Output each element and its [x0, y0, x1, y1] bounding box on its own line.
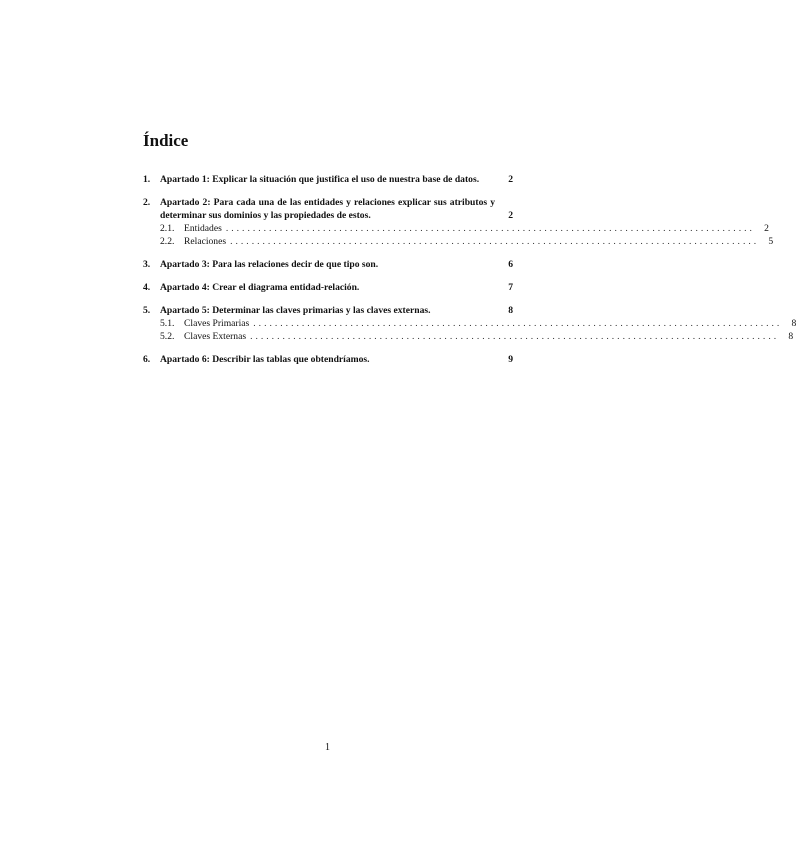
- toc-section-number: 5.: [143, 305, 151, 316]
- toc-title: Índice: [143, 131, 189, 150]
- toc-section-title: Apartado 5: Determinar las claves primarias y las claves externas.: [160, 305, 431, 316]
- leader-dots: ..................................................................................................: [253, 318, 783, 329]
- toc-subsection-row[interactable]: [143, 222, 769, 235]
- toc-subsection-title: Claves Primarias: [184, 318, 250, 329]
- toc-section-number: 2.: [143, 197, 151, 208]
- toc-section-title: Apartado 6: Describir las tablas que obtendríamos.: [160, 354, 370, 365]
- toc-section-page: 2: [508, 210, 513, 221]
- toc-section: [143, 304, 796, 343]
- toc-subsection-row[interactable]: [143, 317, 796, 330]
- toc-section-title: Apartado 4: Crear el diagrama entidad-relación.: [160, 282, 360, 293]
- toc-section-title: Apartado 1: Explicar la situación que justifica el uso de nuestra base de datos.: [160, 174, 480, 185]
- toc-section-page: 6: [508, 259, 513, 270]
- toc-section: [143, 196, 774, 248]
- toc-section-title: Apartado 3: Para las relaciones decir de que tipo son.: [160, 259, 379, 270]
- toc-section: [143, 173, 513, 186]
- leader-dots: ..................................................................................................: [225, 223, 755, 234]
- toc-section-page: 7: [508, 282, 513, 293]
- toc-subsection-page: 2: [764, 223, 769, 234]
- toc-section-number: 1.: [143, 174, 151, 185]
- toc-subsection-title: Entidades: [184, 223, 222, 234]
- toc-section-row[interactable]: [143, 304, 513, 317]
- toc-subsection-title: Relaciones: [184, 236, 227, 247]
- toc-section-title: Apartado 2: Para cada una de las entidades y relaciones explicar sus atributos y determinar sus dominios y las propiedades de estos.: [160, 197, 495, 221]
- toc-section-row[interactable]: [143, 173, 513, 186]
- toc-subsection-number: 5.1.: [160, 318, 175, 329]
- toc-subsection-number: 5.2.: [160, 331, 175, 342]
- toc-section: [143, 353, 513, 366]
- toc-subsection-page: 8: [791, 318, 796, 329]
- toc-section-number: 6.: [143, 354, 151, 365]
- toc-section-row[interactable]: [143, 281, 513, 294]
- toc-section-number: 4.: [143, 282, 151, 293]
- toc-section: [143, 281, 513, 294]
- toc-subsection-page: 8: [788, 331, 794, 342]
- leader-dots: ..................................................................................................: [230, 236, 760, 247]
- toc-section-row[interactable]: [143, 196, 513, 222]
- toc-subsection-number: 2.2.: [160, 236, 175, 247]
- page-number: 1: [325, 742, 330, 753]
- toc-subsection-number: 2.1.: [160, 223, 175, 234]
- toc-subsection-row[interactable]: [143, 330, 794, 343]
- toc-subsection-row[interactable]: [143, 235, 774, 248]
- leader-dots: ..................................................................................................: [250, 331, 780, 342]
- toc-section-row[interactable]: [143, 258, 513, 271]
- toc-section: [143, 258, 513, 271]
- toc-section-row[interactable]: [143, 353, 513, 366]
- toc-section-page: 8: [508, 305, 513, 316]
- toc-subsection-page: 5: [768, 236, 774, 247]
- toc-section-page: 9: [508, 354, 513, 365]
- toc-subsection-title: Claves Externas: [184, 331, 247, 342]
- table-of-contents: [143, 173, 796, 376]
- toc-section-page: 2: [508, 174, 513, 185]
- toc-section-number: 3.: [143, 259, 151, 270]
